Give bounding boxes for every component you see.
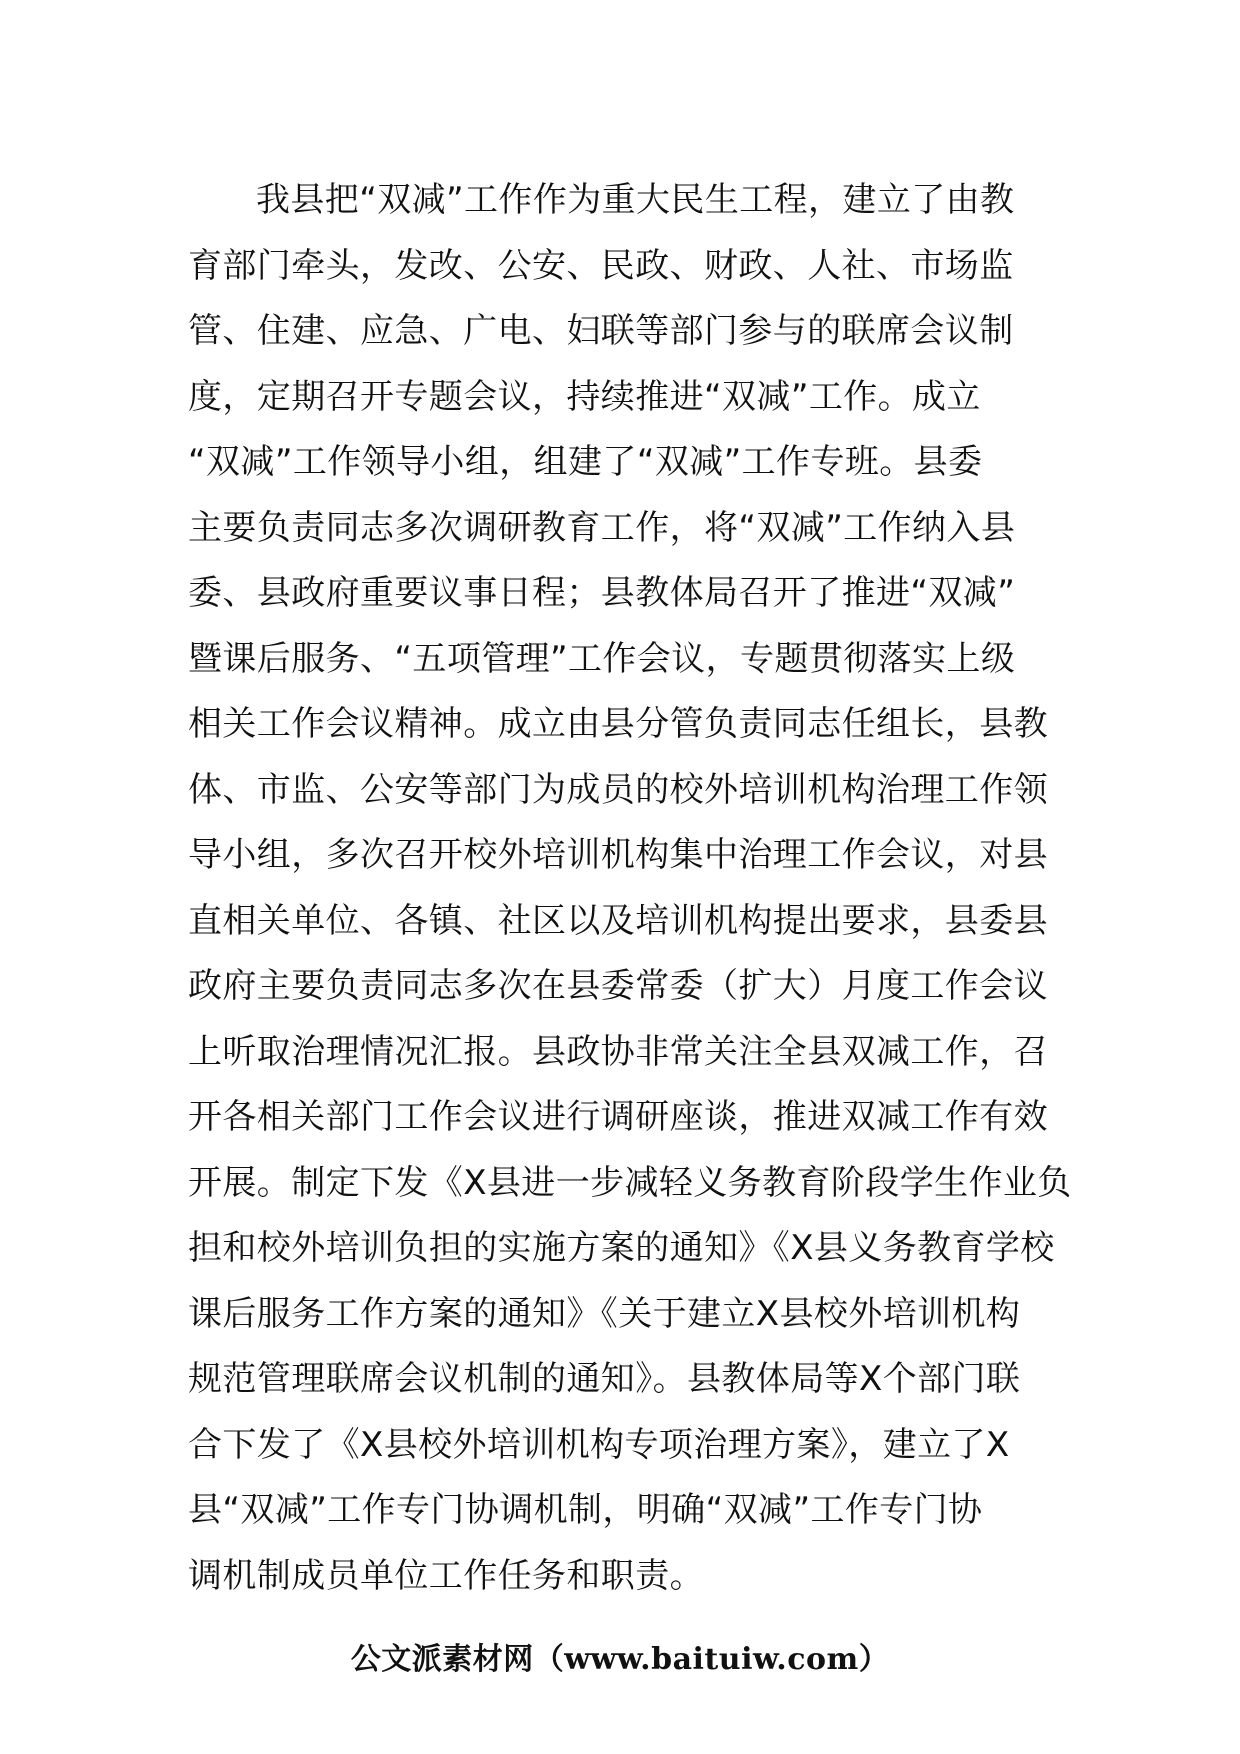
paragraph-line-22: 调机制成员单位工作任务和职责。 (188, 1555, 704, 1596)
paragraph-line-9: 相关工作会议精神。成立由县分管负责同志任组长，县教 (188, 704, 1048, 744)
paragraph-line-3: 管、住建、应急、广电、妇联等部门参与的联席会议制 (188, 311, 1014, 351)
paragraph-line-11: 导小组，多次召开校外培训机构集中治理工作会议，对县 (188, 835, 1048, 875)
paragraph-line-10: 体、市监、公安等部门为成员的校外培训机构治理工作领 (188, 769, 1048, 810)
paragraph-line-16: 开展。制定下发《X县进一步减轻义务教育阶段学生作业负 (188, 1162, 1072, 1203)
footer-source-credit: 公文派素材网（www.baituiw.com） (350, 1642, 890, 1677)
paragraph-line-17: 担和校外培训负担的实施方案的通知》《X县义务教育学校 (188, 1228, 1055, 1268)
paragraph-line-12: 直相关单位、各镇、社区以及培训机构提出要求，县委县 (188, 900, 1048, 941)
paragraph-line-14: 上听取治理情况汇报。县政协非常关注全县双减工作，召 (188, 1031, 1048, 1072)
paragraph-line-13: 政府主要负责同志多次在县委常委（扩大）月度工作会议 (188, 966, 1048, 1006)
paragraph-line-6: 主要负责同志多次调研教育工作，将“双减”工作纳入县 (188, 507, 1016, 548)
paragraph-line-18: 课后服务工作方案的通知》《关于建立X县校外培训机构 (188, 1293, 1021, 1334)
paragraph-line-7: 委、县政府重要议事日程；县教体局召开了推进“双减” (188, 573, 1016, 613)
paragraph-line-15: 开各相关部门工作会议进行调研座谈，推进双减工作有效 (188, 1097, 1048, 1137)
paragraph-line-5: “双减”工作领导小组，组建了“双减”工作专班。县委 (188, 442, 983, 482)
paragraph-line-19: 规范管理联席会议机制的通知》。县教体局等X个部门联 (188, 1359, 1021, 1399)
body-paragraph (188, 168, 1072, 1609)
paragraph-line-4: 度，定期召开专题会议，持续推进“双减”工作。成立 (188, 376, 981, 417)
paragraph-line-1: 我县把“双减”工作作为重大民生工程，建立了由教 (256, 180, 1015, 220)
paragraph-line-21: 县“双减”工作专门协调机制，明确“双减”工作专门协 (188, 1490, 983, 1530)
paragraph-line-2: 育部门牵头，发改、公安、民政、财政、人社、市场监 (188, 245, 1014, 286)
paragraph-line-8: 暨课后服务、“五项管理”工作会议，专题贯彻落实上级 (188, 638, 1016, 679)
paragraph-line-20: 合下发了《X县校外培训机构专项治理方案》，建立了X (188, 1424, 1010, 1465)
